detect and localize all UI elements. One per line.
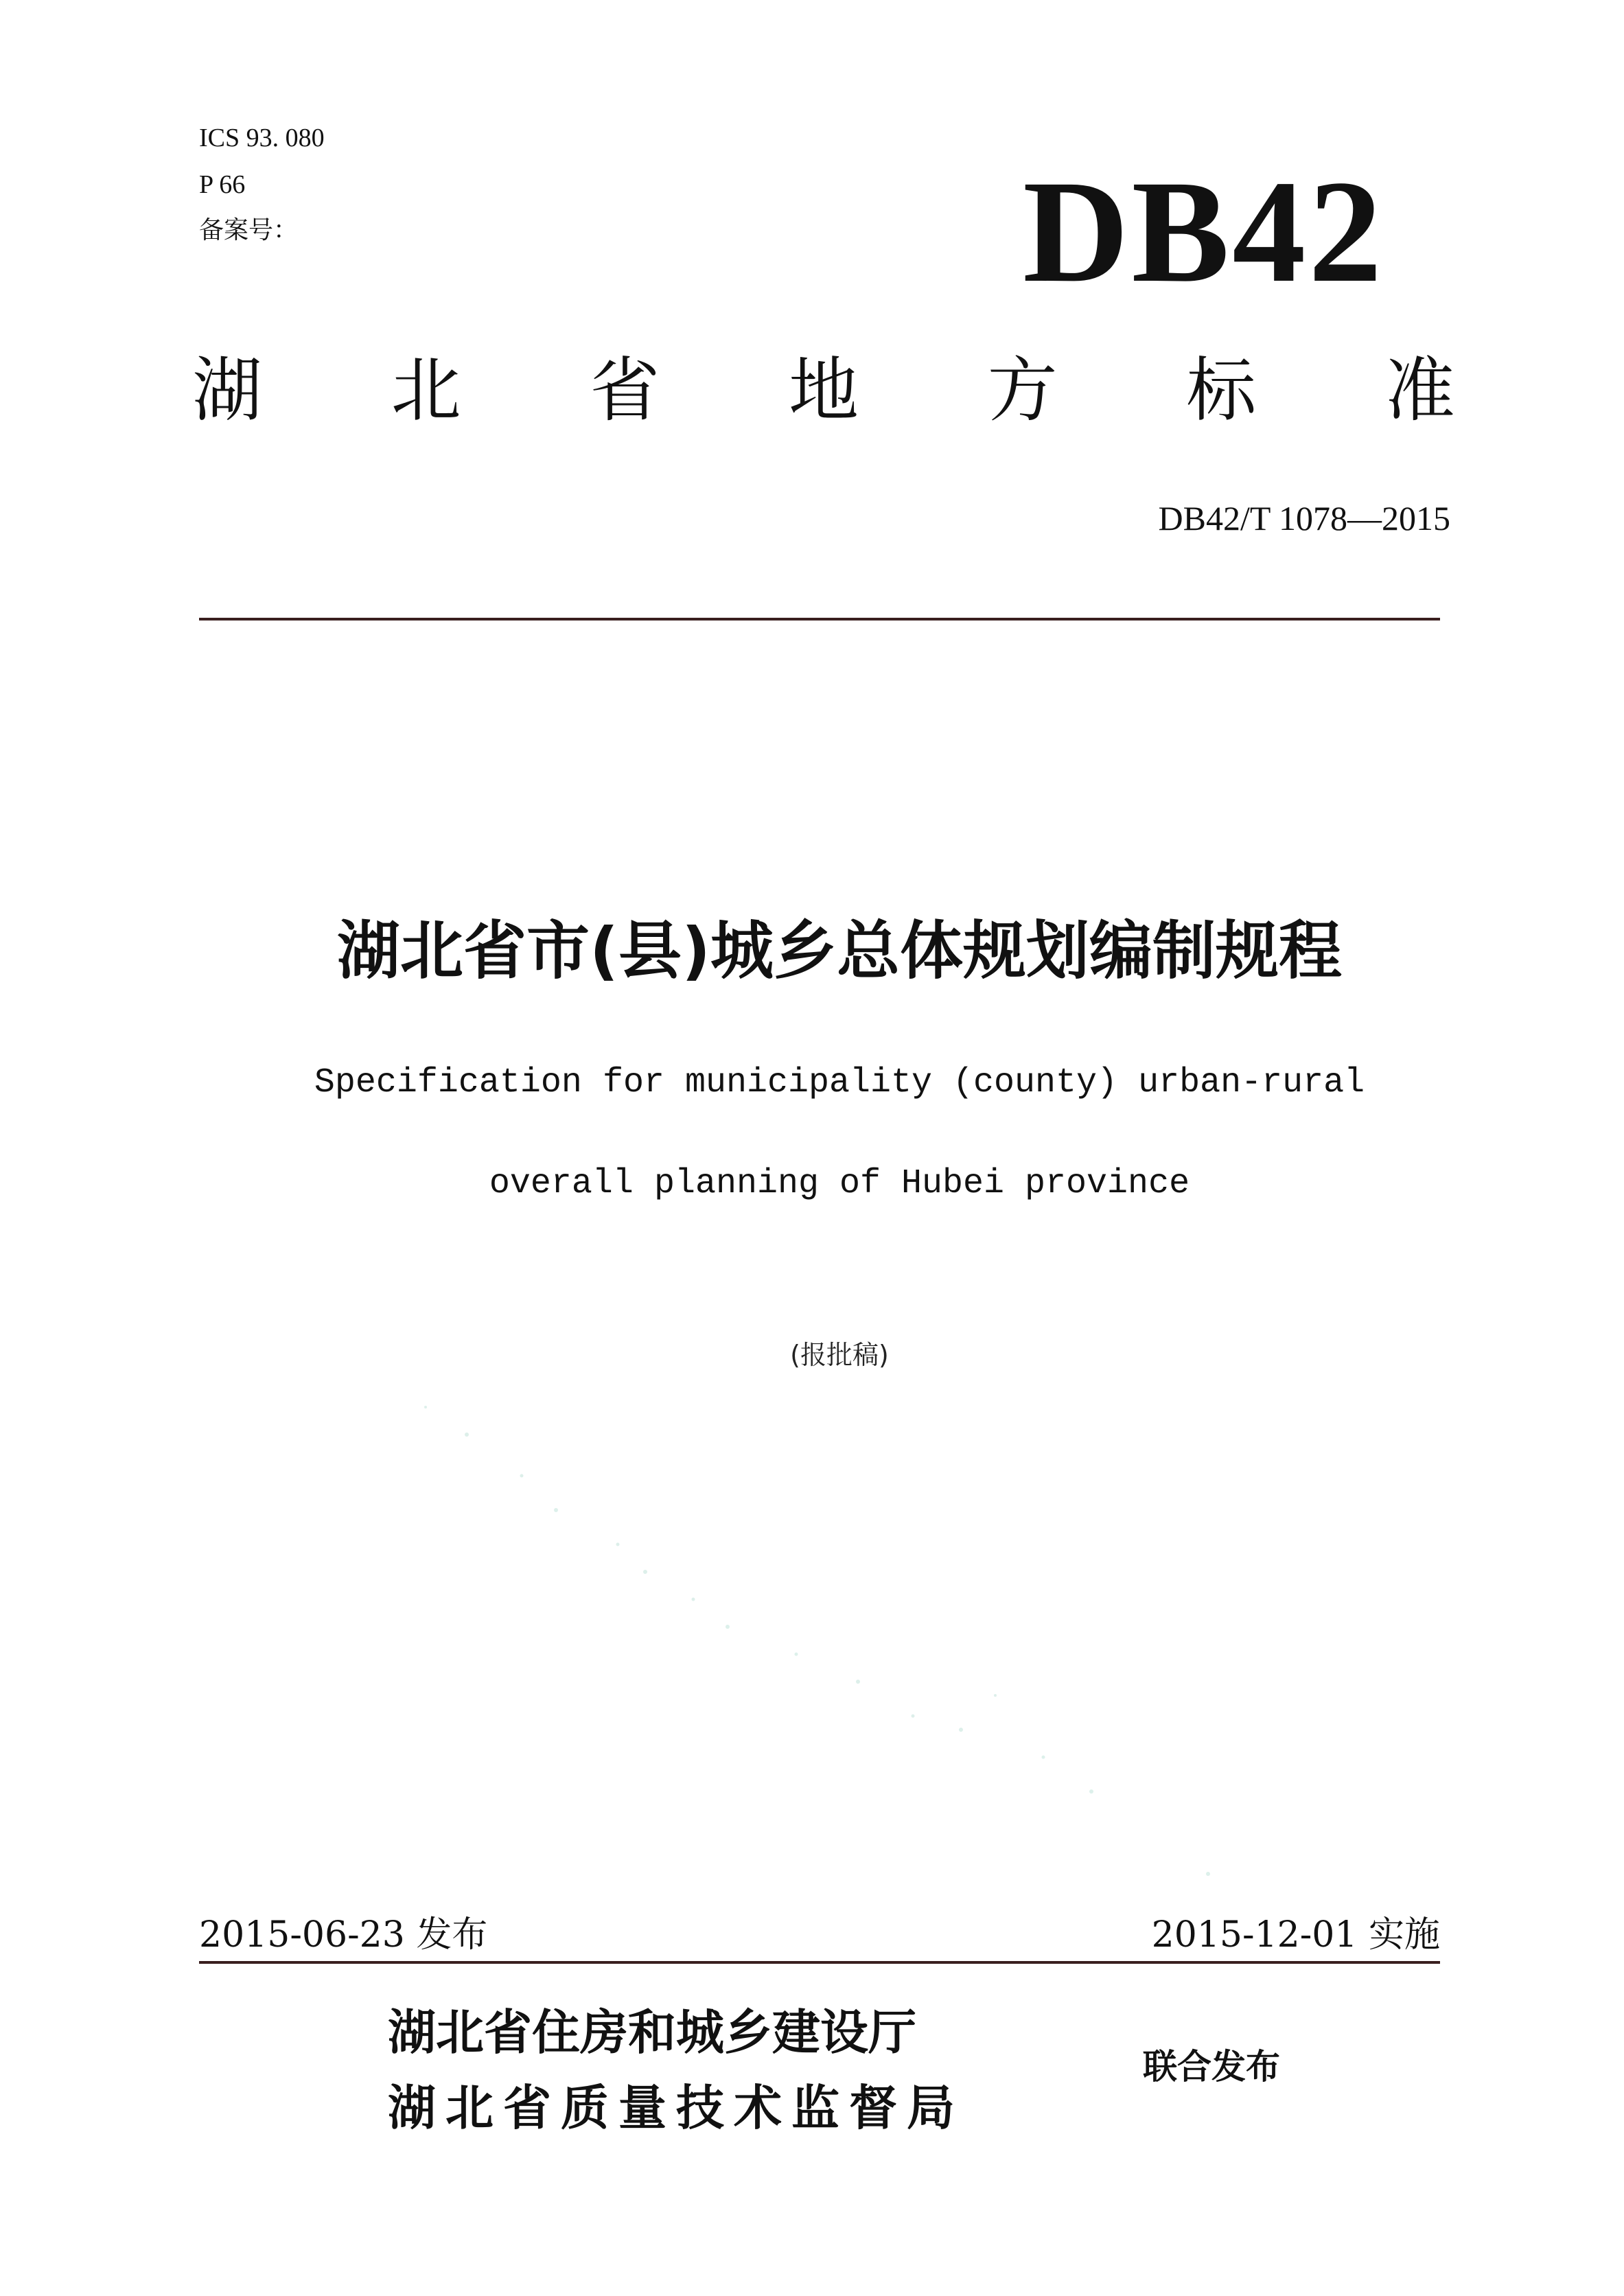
category-char: 省 (590, 350, 660, 432)
category-char: 北 (391, 350, 461, 432)
implementation-date: 2015-12-01 实施 (1151, 1914, 1440, 1956)
header-divider (199, 618, 1440, 621)
joint-release-label: 联合发布 (1143, 2047, 1280, 2087)
document-title-english-line2: overall planning of Hubei province (489, 1164, 1190, 1203)
category-char: 方 (987, 350, 1058, 432)
issuing-authority-housing: 湖北省住房和城乡建设厅 (388, 2004, 916, 2061)
ics-code: ICS 93. 080 (199, 124, 325, 152)
standard-number: DB42/T 1078—2015 (1158, 499, 1450, 537)
document-title-chinese: 湖北省市(县)城乡总体规划编制规程 (336, 914, 1343, 988)
standard-category-heading (192, 343, 1455, 439)
document-title-english-line1: Specification for municipality (county) urban-rural (314, 1063, 1365, 1102)
footer-divider (199, 1961, 1440, 1964)
category-char: 湖 (192, 350, 262, 432)
issuing-authority-quality: 湖北省质量技术监督局 (388, 2080, 964, 2136)
draft-status-label: (报批稿) (790, 1340, 889, 1370)
standard-code-logo: DB42 (1023, 150, 1385, 313)
publish-date: 2015-06-23 发布 (199, 1914, 488, 1956)
category-char: 标 (1186, 350, 1257, 432)
category-char: 地 (788, 350, 859, 432)
category-char: 准 (1384, 350, 1455, 432)
classification-code: P 66 (199, 170, 246, 199)
filing-number-label: 备案号： (199, 216, 299, 244)
